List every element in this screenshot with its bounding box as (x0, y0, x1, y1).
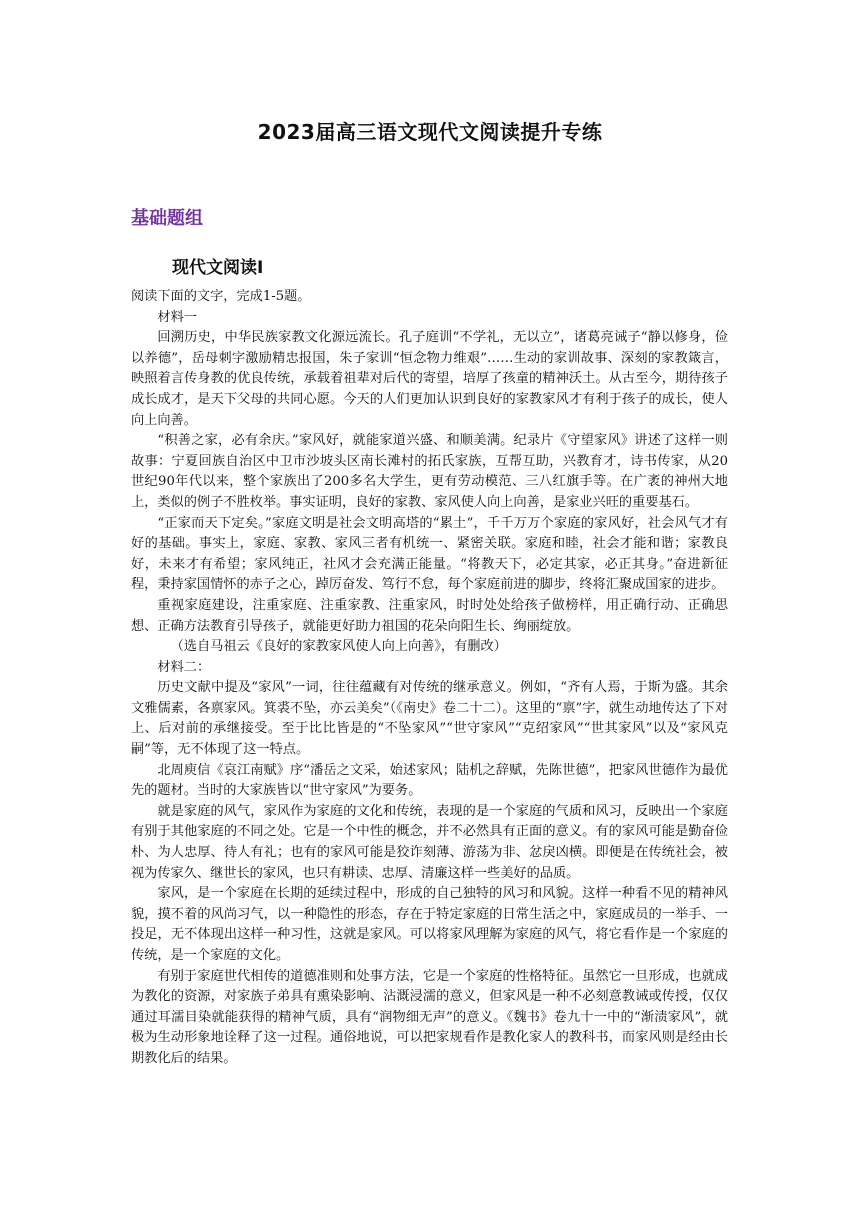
subsection-heading: 现代文阅读Ⅰ (172, 258, 264, 278)
instruction-text: 阅读下面的文字，完成1-5题。 (131, 289, 311, 304)
material1-paragraph-4: 重视家庭建设，注重家庭、注重家教、注重家风，时时处处给孩子做榜样，用正确行动、正确思想、正确方法教育引导孩子，就能更好助力祖国的花朵向阳生长、绚丽绽放。 (131, 597, 728, 634)
material2-paragraph-3: 就是家庭的风气，家风作为家庭的文化和传统，表现的是一个家庭的气质和风习，反映出一个家庭有别于其他家庭的不同之处。它是一个中性的概念，并不必然具有正面的意义。有的家风可能是勤奋俭朴、为人忠厚、待人有礼；也有的家风可能是狡诈刻薄、游荡为非、忿戾凶横。即便是在传统社会，被视为传家久、继世长的家风，也只有耕读、忠厚、清廉这样一些美好的品质。 (131, 803, 728, 881)
material2-paragraph-5: 有别于家庭世代相传的道德准则和处事方法，它是一个家庭的性格特征。虽然它一旦形成，也就成为教化的资源，对家族子弟具有熏染影响、沾溉浸濡的意义，但家风是一种不必刻意教诫或传授，仅仅通过耳濡目染就能获得的精神气质，具有“润物细无声”的意义。《魏书》卷九十一中的“渐渍家风”，就极为生动形象地诠释了这一过程。通俗地说，可以把家规看作是教化家人的教科书，而家风则是经由长期教化后的结果。 (131, 968, 728, 1066)
section-heading: 基础题组 (131, 208, 203, 229)
material2-paragraph-1: 历史文献中提及“家风”一词，往往蕴藏有对传统的继承意义。例如，“齐有人焉，于斯为盛。其余文雅儒素，各禀家风。箕裘不坠，亦云美矣”（《南史》卷二十二）。这里的“禀”字，就生动地传达了下对上、后对前的承继接受。至于比比皆是的“不坠家风”“世守家风”“克绍家风”“世其家风”以及“家风克嗣”等，无不体现了这一特点。 (131, 680, 728, 758)
material1-paragraph-2: “积善之家，必有余庆。”家风好，就能家道兴盛、和顺美满。纪录片《守望家风》讲述了这样一则故事：宁夏回族自治区中卫市沙坡头区南长滩村的拓氏家族，互帮互助，兴教育才，诗书传家，从20世纪90年代以来，整个家族出了200多名大学生，更有劳动模范、三八红旗手等。在广袤的神州大地上，类似的例子不胜枚举。事实证明，良好的家教、家风使人向上向善，是家业兴旺的重要基石。 (131, 433, 728, 510)
material2-paragraph-4: 家风，是一个家庭在长期的延续过程中，形成的自己独特的风习和风貌。这样一种看不见的精神风貌，摸不着的风尚习气，以一种隐性的形态，存在于特定家庭的日常生活之中，家庭成员的一举手、一投足，无不体现出这样一种习性，这就是家风。可以将家风理解为家庭的风气，将它看作是一个家庭的传统，是一个家庭的文化。 (131, 886, 728, 963)
material1-label: 材料一 (157, 309, 197, 325)
material1-paragraph-1: 回溯历史，中华民族家教文化源远流长。孔子庭训“不学礼，无以立”，诸葛亮诫子“静以修身，俭以养德”，岳母刺字激励精忠报国，朱子家训“恒念物力维艰”……生动的家训故事、深刻的家教箴言，映照着言传身教的优良传统，承载着祖辈对后代的寄望，培厚了孩童的精神沃土。从古至今，期待孩子成长成才，是天下父母的共同心愿。今天的人们更加认识到良好的家教家风才有利于孩子的成长，使人向上向善。 (131, 330, 728, 428)
document-body (131, 287, 728, 1070)
material1-paragraph-3: “正家而天下定矣。”家庭文明是社会文明高塔的“累土”，千千万万个家庭的家风好，社会风气才有好的基础。事实上，家庭、家教、家风三者有机统一、紧密关联。家庭和睦，社会才能和谐；家教良好，未来才有希望；家风纯正，社风才会充满正能量。“将教天下，必定其家，必正其身。”奋进新征程，秉持家国情怀的赤子之心，踔厉奋发、笃行不怠，每个家庭前进的脚步，终将汇聚成国家的进步。 (131, 515, 728, 593)
material2-paragraph-2: 北周庾信《哀江南赋》序“潘岳之文采，始述家风；陆机之辞赋，先陈世德”，把家风世德作为最优先的题材。当时的大家族皆以“世守家风”为要务。 (131, 762, 728, 799)
document-title: 2023届高三语文现代文阅读提升专练 (257, 120, 603, 144)
material2-label: 材料二： (157, 659, 211, 675)
material1-source: （选自马祖云《良好的家教家风使人向上向善》，有删改） (170, 639, 507, 655)
